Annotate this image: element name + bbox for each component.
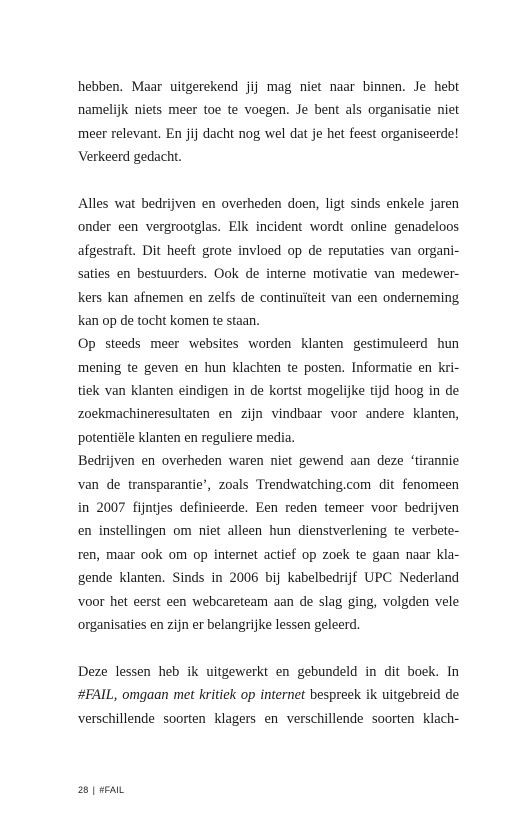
text-line [78,684,459,707]
text-line: ren, maar ook om op internet actief op zoek te gaan naar kla- [78,546,459,563]
text-line: kan op de tocht komen te staan. [78,312,260,329]
paragraph-1 [78,76,459,170]
paragraph-4 [78,450,459,637]
text-line: tiek van klanten eindigen in de kortst mogelijke tijd hoog in de [78,383,459,400]
text-line: Verkeerd gedacht. [78,149,182,166]
text-line: Alles wat bedrijven en overheden doen, ligt sinds enkele jaren [78,195,459,212]
text-line: Bedrijven en overheden waren niet gewend aan deze ‘tirannie [78,453,459,470]
text-fragment: bespreek ik uitgebreid de [305,687,459,704]
paragraph-gap [78,170,459,193]
page-footer [78,785,124,795]
paragraph-2 [78,193,459,333]
paragraph-3 [78,333,459,450]
text-line: organisaties en zijn er belangrijke lessen geleerd. [78,616,361,633]
text-line: voor het eerst een webcareteam aan de slag ging, volgden vele [78,593,459,610]
text-line: Deze lessen heb ik uitgewerkt en gebundeld in dit boek. In [78,663,459,680]
text-line: verschillende soorten klagers en verschillende soorten klach- [78,710,459,727]
text-line: zoekmachineresultaten en zijn vindbaar voor andere klanten, [78,406,459,423]
text-line: mening te geven en hun klachten te posten. Informatie en kri- [78,359,459,376]
text-line: Op steeds meer websites worden klanten gestimuleerd hun [78,336,459,353]
book-title-italic: #FAIL, omgaan met kritiek op internet [78,687,306,704]
text-line: kers kan afnemen en zelfs de continuïteit van een onderneming [78,289,459,306]
paragraph-5 [78,661,459,731]
text-line: namelijk niets meer toe te voegen. Je bent als organisatie niet [78,102,459,119]
footer-separator: | [92,785,96,795]
text-line: saties en bestuurders. Ook de interne motivatie van medewer- [78,266,459,283]
page-body [78,76,459,731]
running-title: #FAIL [99,785,125,795]
paragraph-gap [78,637,459,660]
text-line: gende klanten. Sinds in 2006 bij kabelbedrijf UPC Nederland [78,570,459,587]
page-number: 28 [78,785,89,795]
text-line: potentiële klanten en reguliere media. [78,429,295,446]
text-line: en instellingen om niet alleen hun dienstverlening te verbete- [78,523,459,540]
text-line: in 2007 fijntjes definieerde. Een reden temeer voor bedrijven [78,500,459,517]
text-line: van de transparantie’, zoals Trendwatching.com dit fenomeen [78,476,459,493]
text-line: afgestraft. Dit heeft grote invloed op de reputaties van organi- [78,242,459,259]
text-line: meer relevant. En jij dacht nog wel dat je het feest organiseerde! [78,125,459,142]
text-line: onder een vergrootglas. Elk incident wordt online genadeloos [78,219,459,236]
text-line: hebben. Maar uitgerekend jij mag niet naar binnen. Je hebt [78,79,459,95]
